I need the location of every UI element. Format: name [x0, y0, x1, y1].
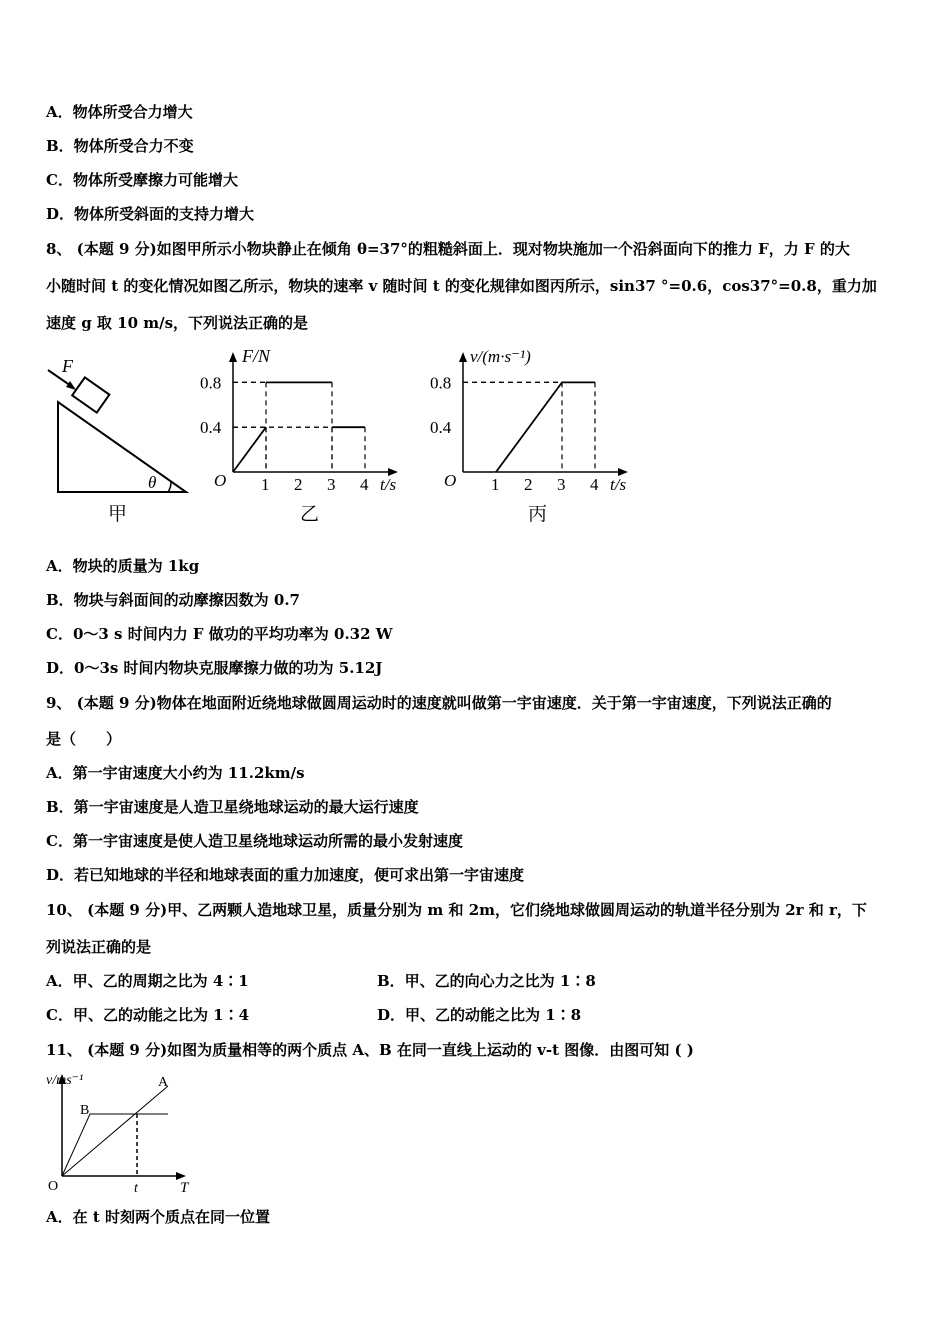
bing-y-tick-0.4: 0.4	[430, 418, 452, 438]
q11-figure	[40, 1066, 200, 1200]
caption-bing: 丙	[528, 504, 548, 525]
q8-option-d: D．0～3s 时间内物块克服摩擦力做的功为 5.12J	[46, 659, 383, 677]
bing-y-tick-0.8: 0.8	[430, 373, 452, 393]
force-label: F	[62, 356, 73, 376]
yi-series-0	[233, 427, 266, 472]
q7-option-d: D．物体所受斜面的支持力增大	[46, 205, 255, 223]
q11-label-a: A	[158, 1075, 169, 1090]
bing-x-tick-3: 3	[557, 475, 566, 494]
q9-option-a: A．第一宇宙速度大小约为 11.2km/s	[46, 764, 305, 782]
caption-jia: 甲	[108, 504, 128, 525]
q8-option-a: A．物块的质量为 1kg	[46, 557, 200, 575]
q11-y-label: v/ms⁻¹	[46, 1073, 84, 1088]
q11-label-b: B	[80, 1103, 90, 1118]
q9-stem-line-2: 是（ ）	[46, 730, 122, 748]
bing-x-tick-1: 1	[491, 475, 500, 494]
yi-y-tick-0.4: 0.4	[200, 418, 222, 438]
q11-t-label: t	[134, 1181, 138, 1196]
q10-option-d: D．甲、乙的动能之比为 1∶8	[377, 1006, 582, 1024]
q7-option-a: A．物体所受合力增大	[46, 103, 193, 121]
q11-origin: O	[48, 1179, 59, 1194]
bing-series-0	[496, 382, 595, 472]
q8-stem-line-1: 8、 (本题 9 分)如图甲所示小物块静止在倾角 θ=37°的粗糙斜面上．现对物块施加一个沿斜面向下的推力 F，力 F 的大	[46, 240, 850, 258]
angle-label: θ	[148, 473, 157, 492]
q10-option-a: A．甲、乙的周期之比为 4∶1	[46, 972, 249, 990]
q8-stem-line-2: 小随时间 t 的变化情况如图乙所示，物块的速率 v 随时间 t 的变化规律如图丙所示，sin37 °=0.6，cos37°=0.8，重力加	[46, 277, 877, 295]
q9-option-c: C．第一宇宙速度是使人造卫星绕地球运动所需的最小发射速度	[46, 832, 463, 850]
yi-x-tick-3: 3	[327, 475, 336, 494]
line-b	[62, 1114, 168, 1176]
q11-x-label: T	[180, 1180, 189, 1196]
x-axis-label: t/s	[380, 475, 397, 494]
y-axis-label: v/(m·s⁻¹)	[470, 347, 531, 366]
q8-option-c: C．0～3 s 时间内力 F 做功的平均功率为 0.32 W	[46, 625, 393, 643]
block	[72, 377, 109, 412]
yi-x-tick-4: 4	[360, 475, 369, 494]
yi-x-tick-2: 2	[294, 475, 303, 494]
yi-y-tick-0.8: 0.8	[200, 373, 222, 393]
origin-label: O	[444, 471, 457, 490]
line-a	[62, 1086, 168, 1176]
q10-option-b: B．甲、乙的向心力之比为 1∶8	[377, 972, 596, 990]
q11-option-a: A．在 t 时刻两个质点在同一位置	[46, 1208, 271, 1226]
q10-stem-line-1: 10、 (本题 9 分)甲、乙两颗人造地球卫星，质量分别为 m 和 2m，它们绕地球做圆周运动的轨道半径分别为 2r 和 r，下	[46, 901, 867, 919]
y-axis-label: F/N	[242, 346, 271, 366]
figure-bing	[430, 340, 645, 530]
q9-option-b: B．第一宇宙速度是人造卫星绕地球运动的最大运行速度	[46, 798, 419, 816]
bing-x-tick-4: 4	[590, 475, 599, 494]
figure-yi	[200, 340, 415, 530]
bing-x-tick-2: 2	[524, 475, 533, 494]
origin-label: O	[214, 471, 227, 490]
q10-option-c: C．甲、乙的动能之比为 1∶4	[46, 1006, 250, 1024]
q8-option-b: B．物块与斜面间的动摩擦因数为 0.7	[46, 591, 300, 609]
yi-x-tick-1: 1	[261, 475, 270, 494]
q8-stem-line-3: 速度 g 取 10 m/s，下列说法正确的是	[46, 314, 309, 332]
q9-option-d: D．若已知地球的半径和地球表面的重力加速度，便可求出第一宇宙速度	[46, 866, 525, 884]
q11-stem: 11、 (本题 9 分)如图为质量相等的两个质点 A、B 在同一直线上运动的 v-t 图像．由图可知 ( )	[46, 1041, 694, 1059]
caption-yi: 乙	[300, 504, 320, 525]
q7-option-b: B．物体所受合力不变	[46, 137, 194, 155]
q9-stem-line-1: 9、 (本题 9 分)物体在地面附近绕地球做圆周运动时的速度就叫做第一宇宙速度．关于第一宇宙速度，下列说法正确的	[46, 694, 832, 712]
figure-jia	[40, 350, 200, 530]
q10-stem-line-2: 列说法正确的是	[46, 938, 152, 956]
x-axis-label: t/s	[610, 475, 627, 494]
q7-option-c: C．物体所受摩擦力可能增大	[46, 171, 238, 189]
